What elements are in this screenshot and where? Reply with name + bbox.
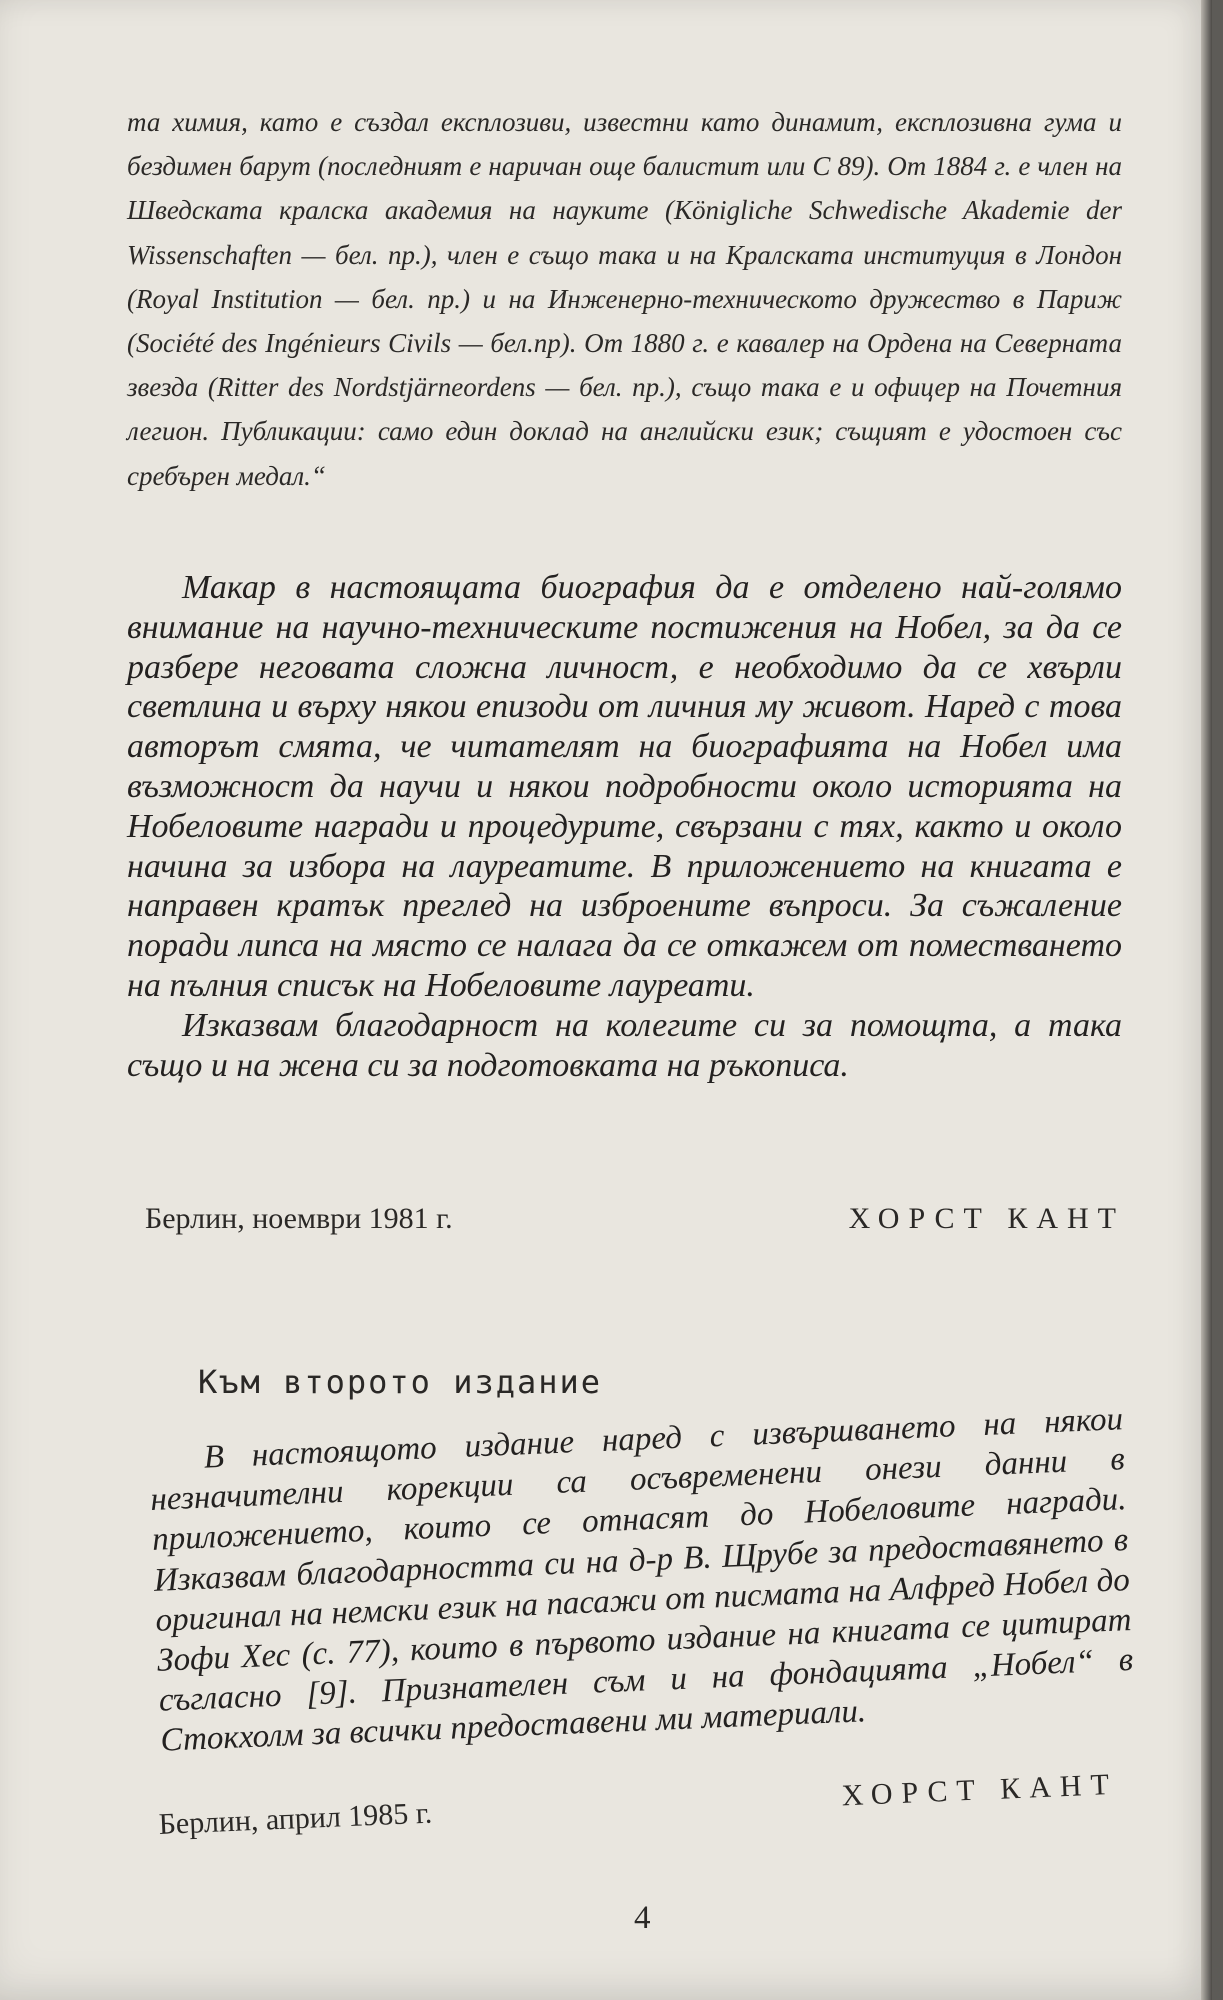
preface-paragraph-2: Изказвам благодарност на колегите си за помощта, а така също и на жена си за подготовката на ръкописа. [127,1006,1122,1084]
quoted-biography-note [127,100,1122,498]
page-edge [1201,0,1212,2000]
second-edition-paragraph: В настоящото издание наред с извършването на някои незначителни корекции са осъвременени онези данни в приложението, които се отнасят до Нобеловите награди. Изказвам благодарността си на д-р В. Щрубе за предоставянето в оригинал на немски език на пасажи от писмата на Алфред Нобел до Зофи Хес (с. 77), които в първото издание на книгата се цитират съгласно [9]. Признателен съм и на фондацията „Нобел“ в Стокхолм за всички предоставени ми материали. [149,1401,1134,1760]
page-number: 4 [634,1900,651,1936]
section-heading: Към второто издание [198,1363,603,1401]
preface-signoff [145,1202,1125,1236]
second-edition-text [148,1399,1136,1761]
quote-text: та химия, като е създал експлозиви, известни като динамит, експлозивна гума и бездимен барут (последният е наричан още балистит или С 89). От 1884 г. е член на Шведската кралска академия на науките (Königliche Schwedische Akademie der Wissenschaften — бел. пр.), член е също така и на Кралската институция в Лондон (Royal Institution — бел. пр.) и на Инженерно-техническото дружество в Париж (Société des Ingénieurs Civils — бел.пр). От 1880 г. е кавалер на Ордена на Северната звезда (Ritter des Nordstjärneordens — бел. пр.), също така е и офицер на Почетния легион. Публикации: само един доклад на английски език; същият е удостоен със сребърен медал.“ [127,107,1122,491]
preface-paragraph-1: Макар в настоящата биография да е отделено най-голямо внимание на научно-техническите постижения на Нобел, за да се разбере неговата сложна личност, е необходимо да се хвърли светлина и върху някои епизоди от личния му живот. Наред с това авторът смята, че читателят на биографията на Нобел има възможност да научи и някои подробности около историята на Нобеловите награди и процедурите, свързани с тях, както и около начина за избора на лауреатите. В приложението на книгата е направен кратък преглед на изброените въпроси. За съжаление поради липса на място се налага да се откажем от поместването на пълния списък на Нобеловите лауреати. [127,569,1122,1004]
preface-author: ХОРСТ КАНТ [848,1202,1125,1235]
second-edition-place-date: Берлин, април 1985 г. [158,1796,433,1841]
preface-text [127,568,1122,1085]
second-edition-author: ХОРСТ КАНТ [841,1767,1119,1813]
second-edition-signoff [158,1768,1119,1842]
preface-place-date: Берлин, ноември 1981 г. [145,1202,453,1235]
